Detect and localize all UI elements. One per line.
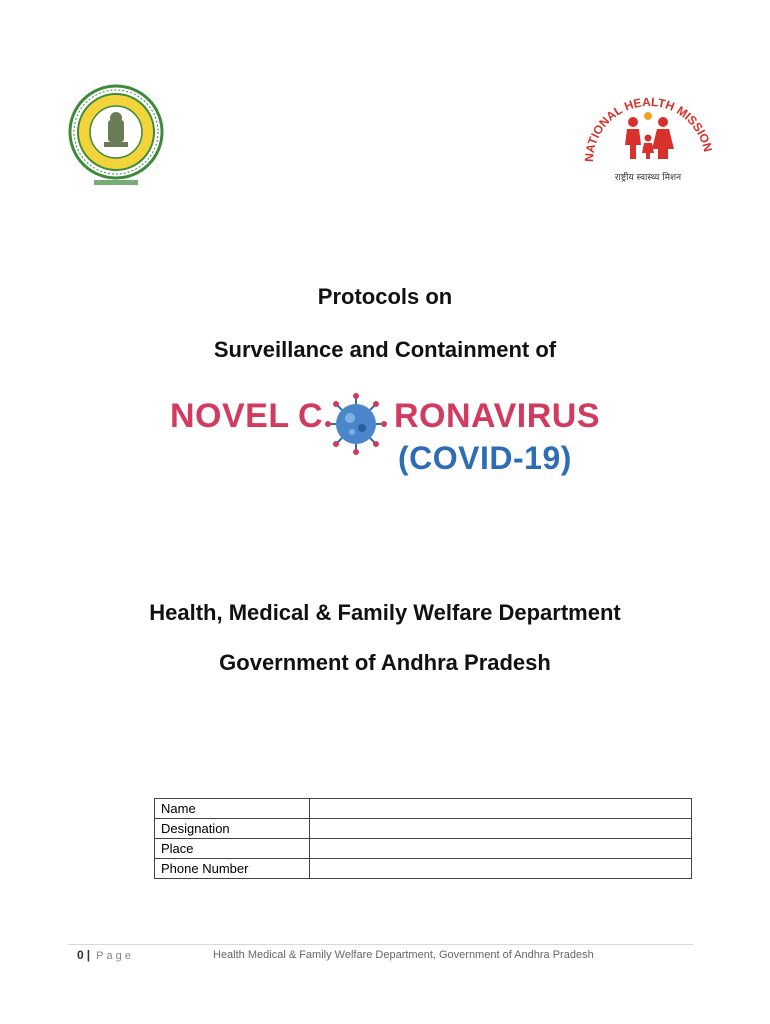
coronavirus-icon (324, 392, 388, 456)
national-health-mission-icon (575, 84, 721, 188)
andhra-pradesh-emblem-icon (66, 84, 166, 196)
page-number: 0 (77, 948, 84, 962)
designation-label: Designation (155, 819, 310, 839)
designation-field[interactable] (310, 819, 692, 839)
place-field[interactable] (310, 839, 692, 859)
svg-text:NATIONAL HEALTH MISSION: NATIONAL HEALTH MISSION (581, 94, 716, 163)
department-heading: Health, Medical & Family Welfare Department (149, 600, 621, 625)
footer-divider (68, 944, 693, 945)
page-footer (77, 948, 692, 962)
page-word: Page (96, 950, 134, 962)
government-heading: Government of Andhra Pradesh (219, 650, 551, 675)
svg-text:राष्ट्रीय स्वास्थ्य मिशन: राष्ट्रीय स्वास्थ्य मिशन (614, 173, 682, 183)
footer-separator: | (86, 948, 91, 962)
banner-letter-c: C (298, 397, 323, 435)
details-form-table (154, 798, 692, 879)
banner-word-novel: NOVEL (170, 397, 290, 435)
place-label: Place (155, 839, 310, 859)
title-line-1: Protocols on (317, 284, 453, 309)
table-row (155, 859, 692, 879)
phone-number-label: Phone Number (155, 859, 310, 879)
table-row (155, 839, 692, 859)
phone-number-field[interactable] (310, 859, 692, 879)
novel-coronavirus-banner (166, 392, 606, 484)
name-label: Name (155, 799, 310, 819)
table-row (155, 819, 692, 839)
banner-covid-19: (COVID-19) (398, 440, 572, 476)
title-line-2: Surveillance and Containment of (213, 337, 557, 362)
footer-running-text: Health Medical & Family Welfare Department, Government of Andhra Pradesh (213, 949, 594, 961)
name-field[interactable] (310, 799, 692, 819)
banner-word-ronavirus: RONAVIRUS (394, 397, 600, 435)
table-row (155, 799, 692, 819)
